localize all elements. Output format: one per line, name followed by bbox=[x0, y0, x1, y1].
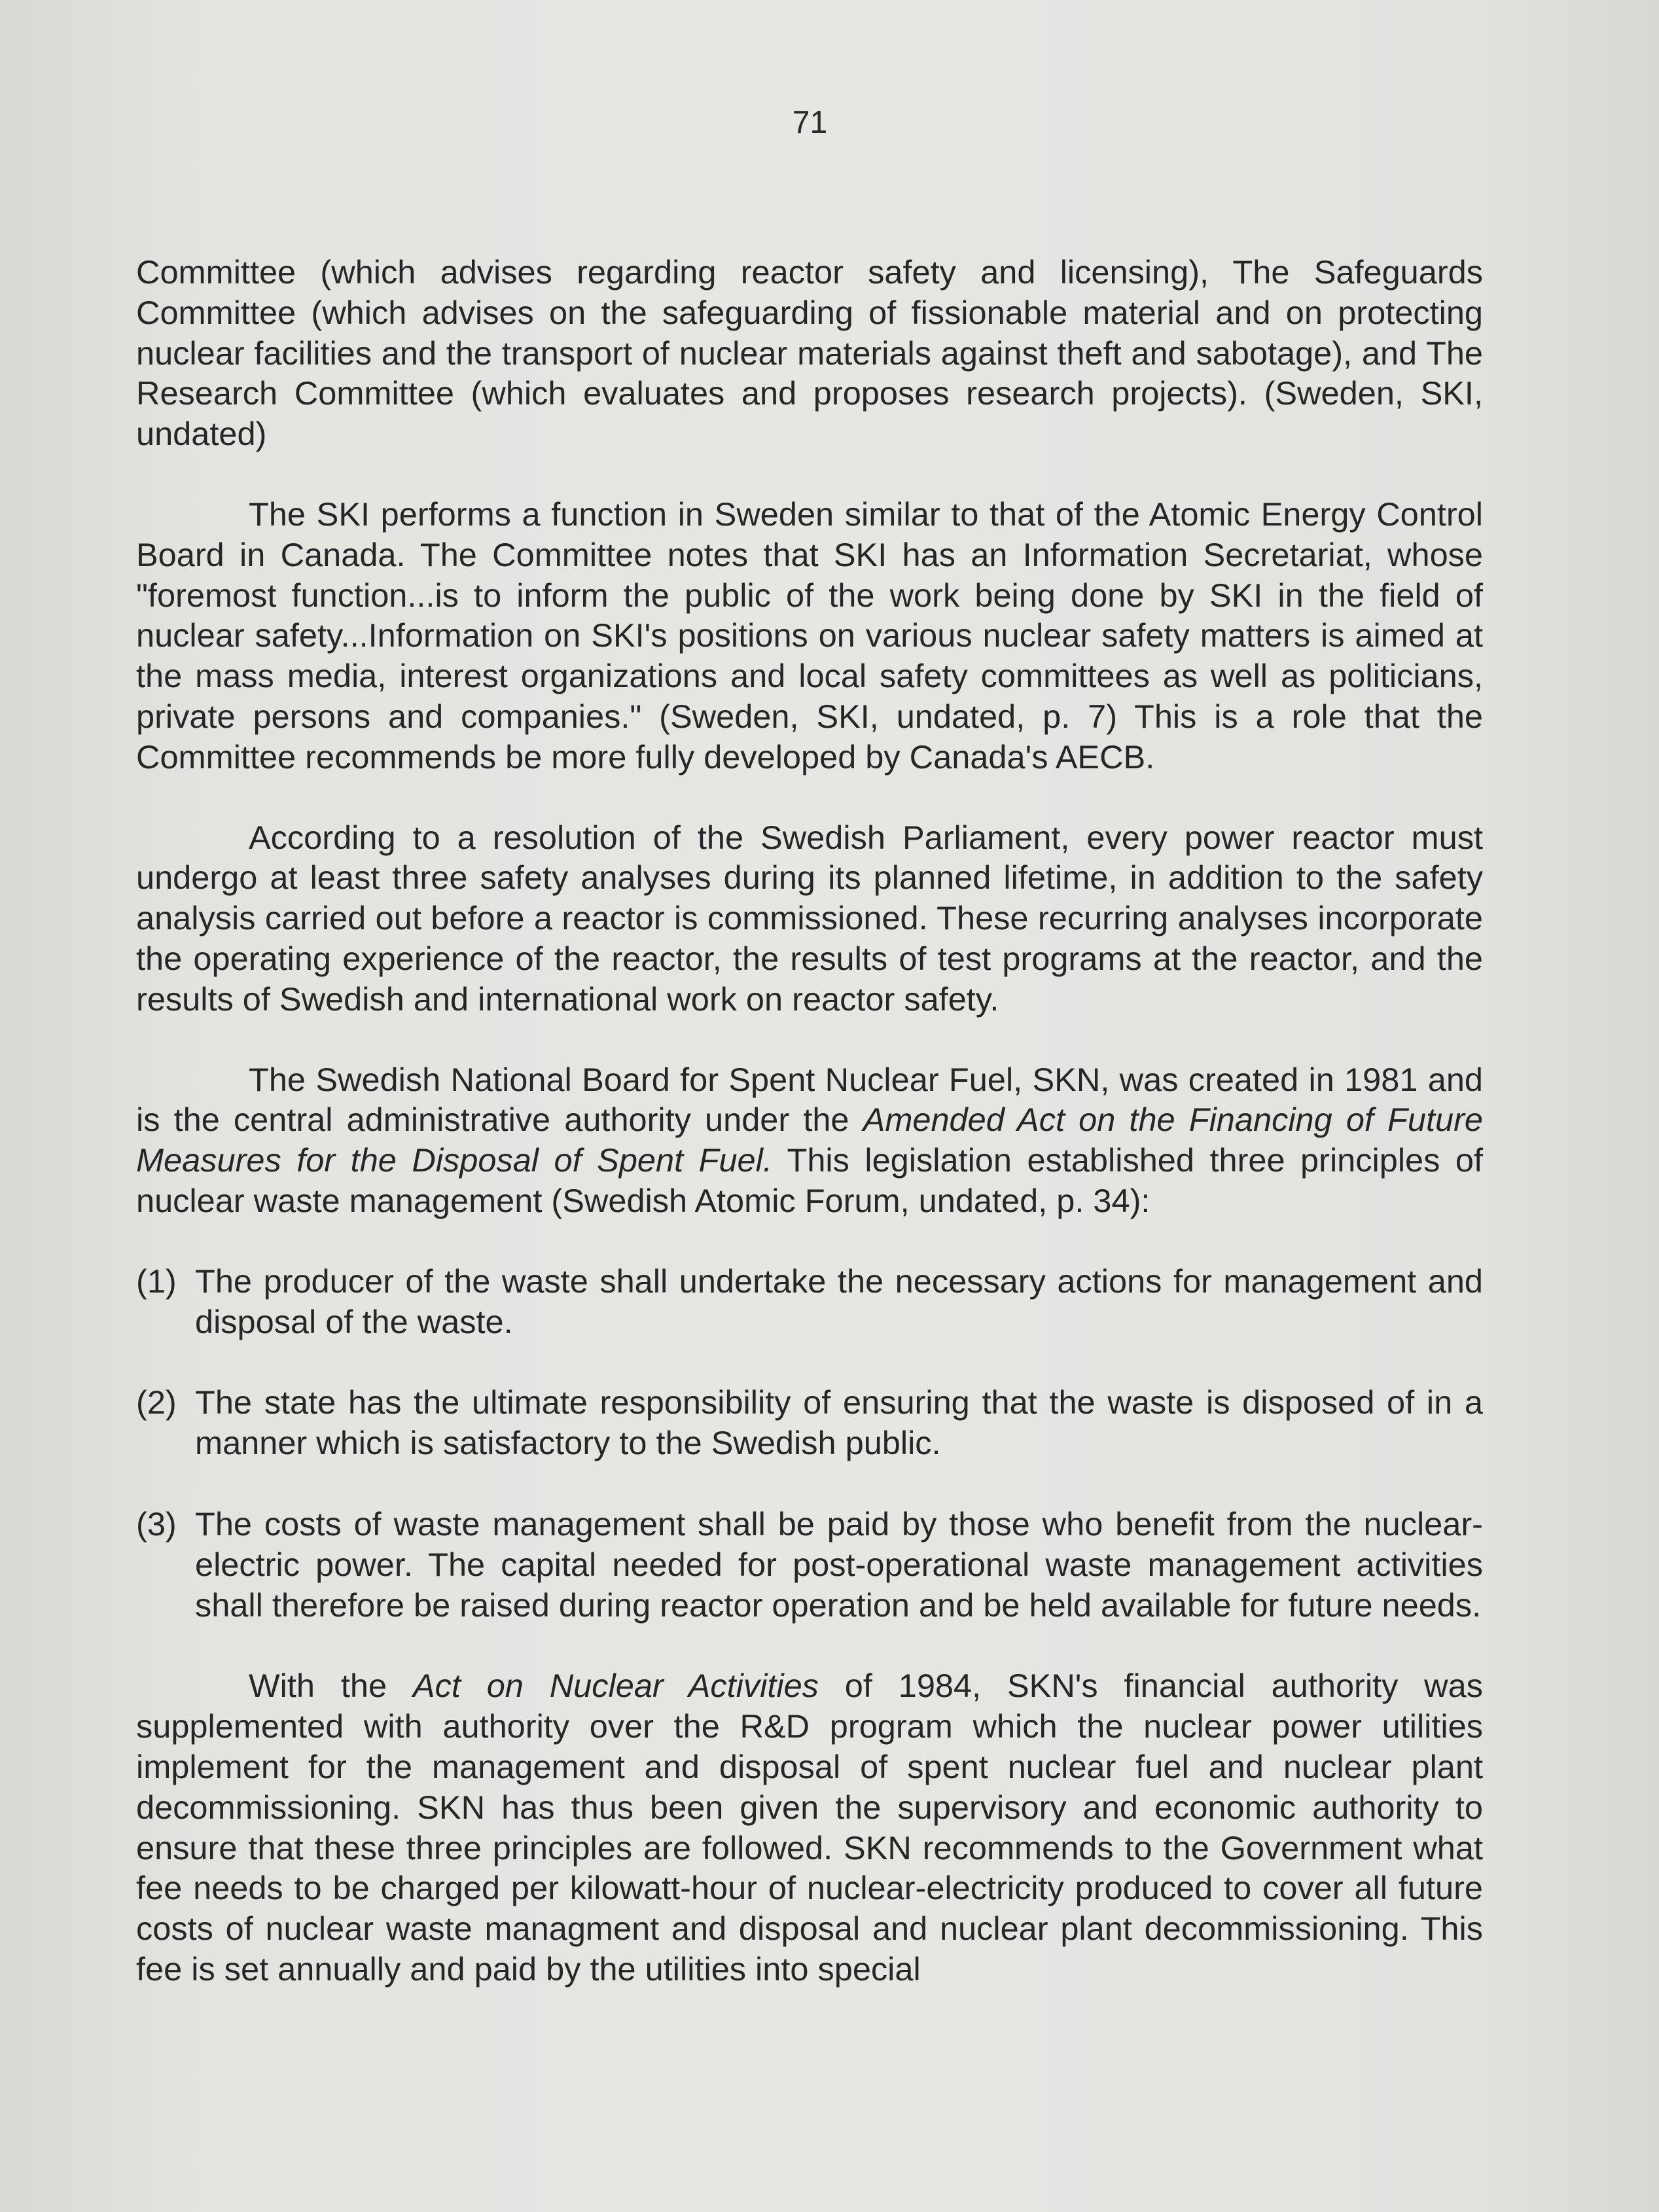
principle-number: (2) bbox=[136, 1383, 177, 1421]
paragraph-safety-analyses: According to a resolution of the Swedish Parliament, every power reactor must undergo at least three safety analyses during its planned lifetime, in addition to the safety analysis carried out before a reactor is commissioned. These recurring analyses incorporate the operating experience of the reactor, the results of test programs at the reactor, and the results of Swedish and international work on reactor safety. bbox=[136, 818, 1483, 1018]
principle-text: The costs of waste management shall be paid by those who benefit from the nuclear-electric power. The capital needed for post-operational waste management activities shall therefore be raised during reactor operation and be held available for future needs. bbox=[195, 1505, 1483, 1624]
skn-text-start: The Swedish National Board for Spent Nuclear Fuel, SKN, was created in 1981 and is the central administrative authority under the bbox=[136, 1060, 1483, 1139]
paragraph-act-nuclear-activities bbox=[136, 1666, 1483, 1989]
principle-item-3 bbox=[136, 1504, 1483, 1625]
act-text-end: of 1984, SKN's financial authority was supplemented with authority over the R&D program which the nuclear power utilities implement for the management and disposal of spent nuclear fuel and nuclear plant decommissioning. SKN has thus been given the supervisory and economic authority to ensure that these three principles are followed. SKN recommends to the Government what fee needs to be charged per kilowatt-hour of nuclear-electricity produced to cover all future costs of nuclear waste managment and disposal and nuclear plant decommissioning. This fee is set annually and paid by the utilities into special bbox=[136, 1667, 1483, 1988]
paragraph-committees: Committee (which advises regarding reactor safety and licensing), The Safeguards Committee (which advises on the safeguarding of fissionable material and on protecting nuclear facilities and the transport of nuclear materials against theft and sabotage), and The Research Committee (which evaluates and proposes research projects). (Sweden, SKI, undated) bbox=[136, 253, 1483, 453]
body-text bbox=[136, 252, 1483, 2029]
principle-item-2 bbox=[136, 1382, 1483, 1463]
principle-item-1 bbox=[136, 1261, 1483, 1342]
principle-text: The state has the ultimate responsibility of ensuring that the waste is disposed of in a manner which is satisfactory to the Swedish public. bbox=[195, 1383, 1483, 1462]
skn-text-end: This legislation established three principles of nuclear waste management (Swedish Atomic Forum, undated, p. 34): bbox=[136, 1141, 1483, 1219]
page-number: 71 bbox=[792, 105, 828, 140]
amended-act-title: Amended Act on the Financing of Future Measures for the Disposal of Spent Fuel. bbox=[136, 1101, 1484, 1179]
act-text-start: With the bbox=[249, 1667, 413, 1705]
act-title: Act on Nuclear Activities bbox=[412, 1667, 819, 1705]
principle-number: (1) bbox=[136, 1262, 177, 1300]
principle-number: (3) bbox=[136, 1505, 177, 1543]
paragraph-skn bbox=[136, 1060, 1483, 1221]
principle-text: The producer of the waste shall undertake the necessary actions for management and disposal of the waste. bbox=[195, 1262, 1483, 1340]
paragraph-ski-function: The SKI performs a function in Sweden similar to that of the Atomic Energy Control Board in Canada. The Committee notes that SKI has an Information Secretariat, whose "foremost function...is to inform the public of the work being done by SKI in the field of nuclear safety...Information on SKI's positions on various nuclear safety matters is aimed at the mass media, interest organizations and local safety committees as well as politicians, private persons and companies." (Sweden, SKI, undated, p. 7) This is a role that the Committee recommends be more fully developed by Canada's AECB. bbox=[136, 495, 1483, 776]
